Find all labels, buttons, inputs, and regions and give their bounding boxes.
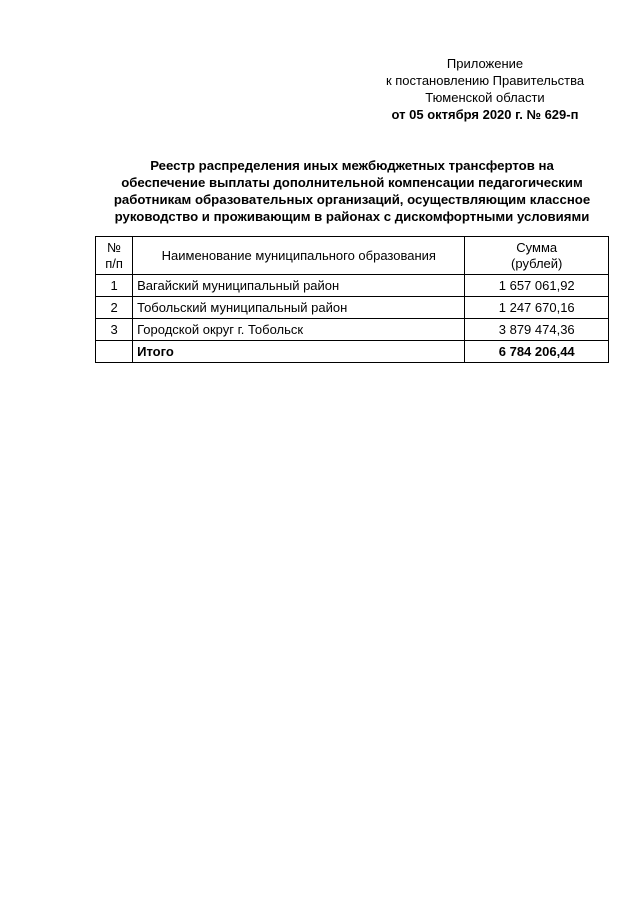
title-line-3: работникам образовательных организаций, осуществляющим классное bbox=[113, 192, 591, 207]
row-num: 1 bbox=[96, 275, 133, 297]
row-num: 2 bbox=[96, 297, 133, 319]
appendix-label: Приложение bbox=[446, 56, 524, 71]
table-row bbox=[96, 275, 609, 297]
header-name: Наименование муниципального образования bbox=[133, 237, 465, 275]
header-num-line1: № bbox=[107, 239, 122, 255]
row-name: Вагайский муниципальный район bbox=[133, 275, 465, 297]
row-name: Городской округ г. Тобольск bbox=[133, 319, 465, 341]
row-sum: 1 657 061,92 bbox=[465, 275, 609, 297]
title-line-2: обеспечение выплаты дополнительной компенсации педагогическим bbox=[121, 175, 583, 190]
total-label: Итого bbox=[133, 341, 465, 363]
header-sum bbox=[465, 237, 609, 275]
header-num bbox=[96, 237, 133, 275]
total-num bbox=[96, 341, 133, 363]
appendix-reference: к постановлению Правительства bbox=[385, 73, 585, 88]
total-sum: 6 784 206,44 bbox=[465, 341, 609, 363]
title-line-4: руководство и проживающим в районах с дискомфортными условиями bbox=[114, 209, 590, 224]
appendix-date-number: от 05 октября 2020 г. № 629-п bbox=[391, 107, 579, 122]
table-header-row bbox=[96, 237, 609, 275]
header-num-line2: п/п bbox=[105, 255, 123, 271]
appendix-block bbox=[360, 55, 610, 123]
header-sum-line1: Сумма bbox=[516, 239, 558, 255]
registry-table bbox=[95, 236, 609, 363]
total-row bbox=[96, 341, 609, 363]
table-row bbox=[96, 297, 609, 319]
title-line-1: Реестр распределения иных межбюджетных трансфертов на bbox=[150, 158, 554, 173]
table-row bbox=[96, 319, 609, 341]
row-sum: 1 247 670,16 bbox=[465, 297, 609, 319]
appendix-region: Тюменской области bbox=[425, 90, 545, 105]
row-num: 3 bbox=[96, 319, 133, 341]
header-sum-line2: (рублей) bbox=[511, 255, 563, 271]
row-name: Тобольский муниципальный район bbox=[133, 297, 465, 319]
row-sum: 3 879 474,36 bbox=[465, 319, 609, 341]
document-title bbox=[96, 157, 608, 225]
